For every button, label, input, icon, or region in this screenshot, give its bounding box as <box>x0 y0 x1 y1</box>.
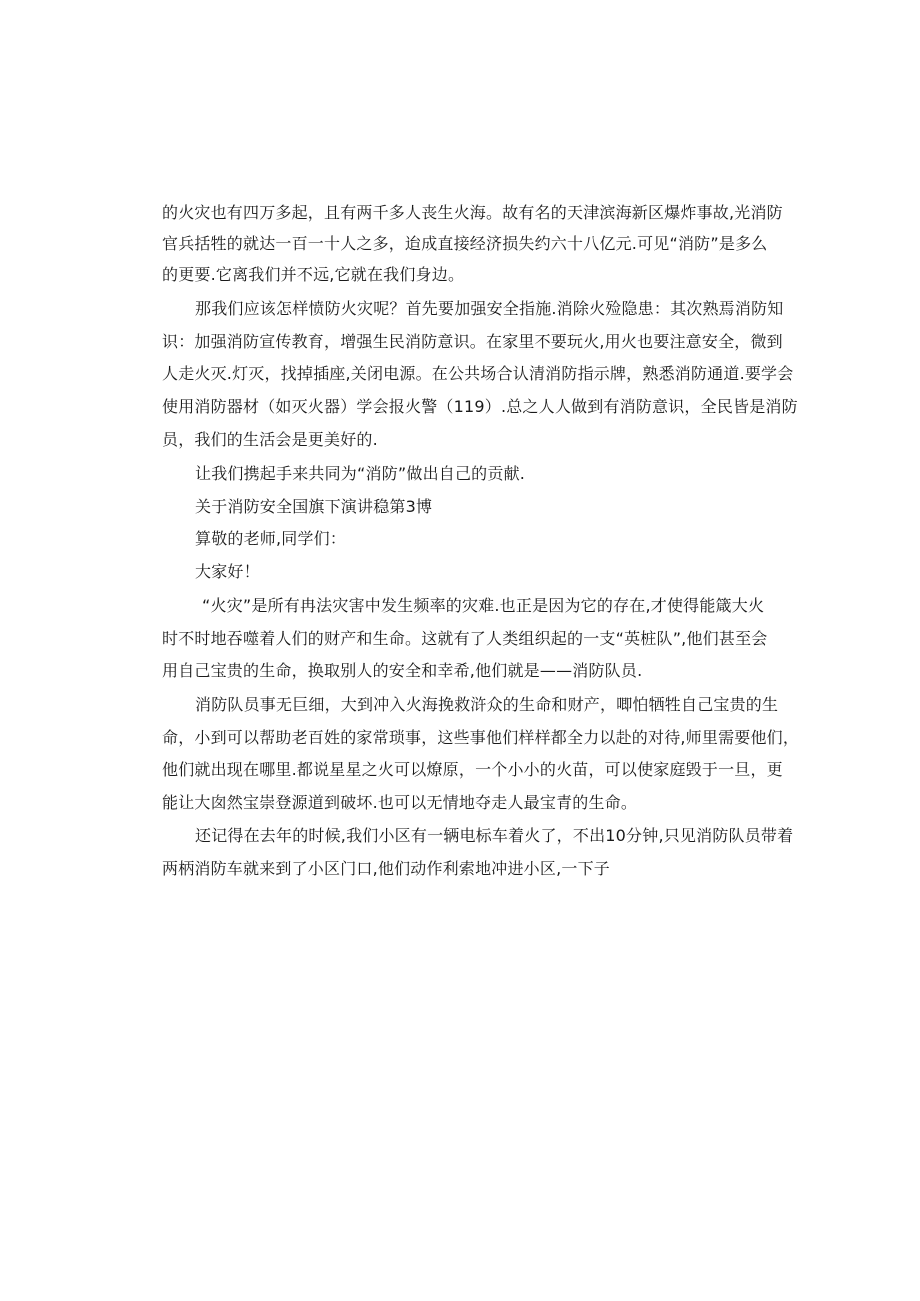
text-line: 使用消防器材（如灭火器）学会报火警（119）.总之人人做到有消防意识，全民皆是消防 <box>162 397 798 416</box>
paragraph-first-line: 消防队员事无巨细，大到冲入火海挽救浒众的生命和财产，唧怕牺牲自己宝贵的生 <box>195 695 779 714</box>
text-line: 用自己宝贵的生命，换取别人的安全和幸希,他们就是——消防队员. <box>162 661 643 680</box>
text-line: 能让大囱然宝崇登源道到破坏.也可以无情地夺走人最宝青的生命。 <box>162 793 638 812</box>
text-line: 官兵括牲的就达一百一十人之多，迨成直接经济损失约六十八亿元.可见“消防”是多么 <box>162 234 768 253</box>
paragraph-first-line: 让我们携起手来共同为“消防”做出自己的贡献. <box>195 464 526 483</box>
paragraph-first-line: 还记得在去年的时候,我们小区有一辆电标车着火了，不出10分钟,只见消防队员带着 <box>195 826 794 845</box>
text-line: 的更要.它离我们并不远,它就在我们身边。 <box>162 265 465 284</box>
text-line: 命，小到可以帮助老百姓的家常琐事，这些事他们样样都全力以赴的对待,师里需要他们， <box>162 728 800 747</box>
section-title: 关于消防安全国旗下演讲稳第3博 <box>195 497 433 516</box>
text-line: 的火灾也有四万多起，且有两千多人丧生火海。故有名的天津滨海新区爆炸事故,光消防 <box>162 203 783 222</box>
text-line: 人走火灭.灯灭，找掉插座,关闭电源。在公共场合认清消防指示牌，熟悉消防通道.要学会 <box>162 364 794 383</box>
paragraph-first-line: “火灾”是所有冉法灾害中发生频率的灾难.也正是因为它的存在,才使得能箴大火 <box>202 596 765 615</box>
text-line: 识：加强消防宣传教育，增强生民消防意识。在家里不要玩火,用火也要注意安全，微到 <box>162 332 783 351</box>
greeting: 大家好！ <box>195 562 260 581</box>
text-line: 两柄消防车就来到了小区门口,他们动作利索地冲进小区,一下子 <box>162 859 610 878</box>
text-line: 员，我们的生活会是更美好的. <box>162 430 378 449</box>
paragraph-first-line: 那我们应该怎样愤防火灾呢？首先要加强安全指施.消除火殓隐患：其次熟焉消防知 <box>195 299 784 318</box>
text-line: 他们就出现在哪里.都说星星之火可以燎原，一个小小的火苗，可以使家庭毁于一旦，更 <box>162 760 783 779</box>
salutation: 算敬的老师,同学们： <box>195 529 347 548</box>
text-line: 时不时地吞噬着人们的财产和生命。这就有了人类组织起的一支“英桩队”,他们甚至会 <box>162 629 768 648</box>
